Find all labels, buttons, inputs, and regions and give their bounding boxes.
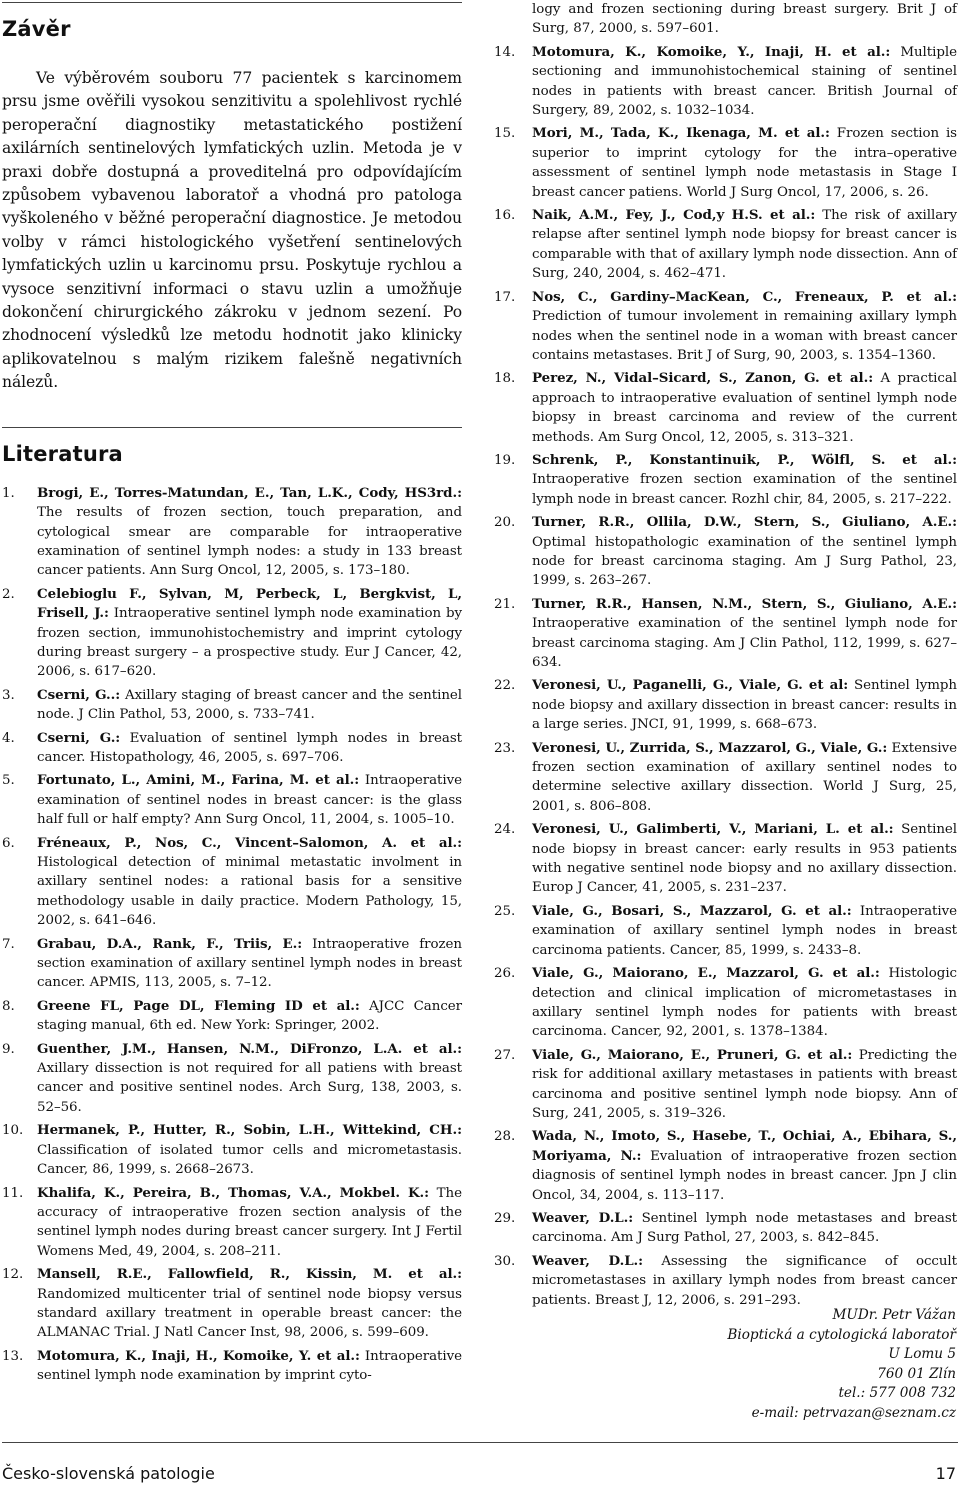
reference-item <box>2 771 462 829</box>
reference-item <box>494 513 957 591</box>
reference-authors: Viale, G., Bosari, S., Mazzarol, G. et al.: <box>532 902 852 919</box>
author-phone: tel.: 577 008 732 <box>838 1385 956 1402</box>
reference-item <box>2 834 462 931</box>
reference-text: Evaluation of intraoperative frozen section diagnosis of sentinel lymph nodes in breast cancer. Jpn J clin Oncol, 34, 2004, s. 113–117. <box>532 1148 957 1203</box>
reference-item <box>2 1347 462 1386</box>
reference-authors: Motomura, K., Inaji, H., Komoike, Y. et al.: <box>37 1347 360 1364</box>
reference-item <box>494 1209 957 1248</box>
reference-authors: Perez, N., Vidal–Sicard, S., Zanon, G. et al.: <box>532 370 874 387</box>
reference-authors: Veronesi, U., Galimberti, V., Mariani, L. et al.: <box>532 821 894 838</box>
reference-text: Assessing the significance of occult micrometastases in axillary lymph nodes from breast cancer patients. Breast J, 12, 2006, s. 291–293. <box>532 1253 957 1308</box>
reference-authors: Turner, R.R., Hansen, N.M., Stern, S., Giuliano, A.E.: <box>532 595 957 612</box>
reference-authors: Greene FL, Page DL, Fleming ID et al.: <box>37 997 360 1014</box>
reference-authors: Mori, M., Tada, K., Ikenaga, M. et al.: <box>532 125 830 142</box>
reference-item <box>494 288 957 366</box>
section-rule <box>2 427 462 428</box>
reference-authors: Cserni, G.: <box>37 729 121 746</box>
reference-authors: Veronesi, U., Zurrida, S., Mazzarol, G., Viale, G.: <box>532 739 888 756</box>
reference-authors: Grabau, D.A., Rank, F., Triis, E.: <box>37 935 303 952</box>
reference-item <box>2 1184 462 1262</box>
reference-item <box>2 1121 462 1179</box>
footer-rule <box>2 1442 958 1443</box>
reference-number: 4. <box>2 730 15 746</box>
reference-text: Intraoperative frozen section examination of the sentinel lymph node in breast cancer. Rozhl chir, 84, 2005, s. 217–222. <box>532 472 957 507</box>
author-email: e-mail: petrvazan@seznam.cz <box>751 1404 956 1421</box>
reference-number: 30. <box>494 1253 516 1269</box>
reference-number: 27. <box>494 1047 516 1063</box>
reference-text: The results of frozen section, touch preparation, and cytological smear are comparable for intraoperative examination of sentinel lymph nodes: a study in 133 breast cancer patients. Ann Surg Oncol, 12, 2005, s. 173–180. <box>37 505 462 579</box>
reference-number: 2. <box>2 586 15 602</box>
reference-authors: Fréneaux, P., Nos, C., Vincent–Salomon, A. et al.: <box>37 834 462 851</box>
author-department: Bioptická a cytologická laboratoř <box>727 1326 956 1343</box>
reference-item <box>494 820 957 898</box>
reference-number: 21. <box>494 596 516 612</box>
reference-number: 29. <box>494 1210 516 1226</box>
reference-number: 25. <box>494 903 516 919</box>
reference-item <box>494 369 957 447</box>
reference-number: 26. <box>494 966 516 982</box>
reference-number: 3. <box>2 687 15 703</box>
reference-item <box>2 997 462 1036</box>
reference-text: Intraoperative frozen section examination of axillary sentinel lymph nodes in breast cancer. APMIS, 113, 2005, s. 7–12. <box>37 936 462 991</box>
reference-number: 5. <box>2 773 15 789</box>
reference-number: 7. <box>2 936 15 952</box>
reference-item <box>2 686 462 725</box>
reference-number: 23. <box>494 740 516 756</box>
right-column <box>494 0 957 1314</box>
reference-text: Extensive frozen section examination of axillary sentinel nodes to determine selective axillary dissection. World J Surg, 25, 2001, s. 806–808. <box>532 740 957 814</box>
reference-authors: Cserni, G..: <box>37 686 121 703</box>
reference-item <box>2 484 462 581</box>
reference-authors: Viale, G., Maiorano, E., Mazzarol, G. et al.: <box>532 965 880 982</box>
reference-text: Intraoperative examination of axillary sentinel lymph nodes in breast carcinoma patients. Cancer, 85, 1999, s. 2433–8. <box>532 903 957 958</box>
reference-authors: Brogi, E., Torres-Matundan, E., Tan, L.K., Cody, HS3rd.: <box>37 484 462 501</box>
reference-authors: Mansell, R.E., Fallowfield, R., Kissin, M. et al.: <box>37 1266 462 1283</box>
reference-item <box>494 964 957 1042</box>
reference-authors: Motomura, K., Komoike, Y., Inaji, H. et al.: <box>532 43 891 60</box>
reference-text: Frozen section is superior to imprint cytology for the intra–operative assessment of sentinel lymph node metastasis in Stage I breast cancer patiens. World J Surg Oncol, 17, 2006, s. 26. <box>532 126 957 200</box>
page-footer <box>0 1442 960 1483</box>
reference-text: Evaluation of sentinel lymph nodes in breast cancer. Histopathology, 46, 2005, s. 697–706. <box>37 730 462 765</box>
reference-number: 19. <box>494 452 516 468</box>
reference-authors: Khalifa, K., Pereira, B., Thomas, V.A., Mokbel. K.: <box>37 1184 430 1201</box>
reference-number: 16. <box>494 208 516 224</box>
top-rule <box>2 2 462 3</box>
reference-text: The risk of axillary relapse after sentinel lymph node biopsy for breast cancer is comparable with that of axillary lymph node dissection. Ann of Surg, 240, 2004, s. 462–471. <box>532 208 957 282</box>
reference-number: 18. <box>494 371 516 387</box>
reference-number: 24. <box>494 822 516 838</box>
conclusion-heading: Závěr <box>2 17 71 41</box>
reference-item <box>2 585 462 682</box>
reference-authors: Celebioglu F., Sylvan, M, Perbeck, L, Bergkvist, L, Frisell, J.: <box>37 585 462 622</box>
reference-number: 22. <box>494 678 516 694</box>
reference-item <box>2 935 462 993</box>
reference-number: 15. <box>494 126 516 142</box>
reference-authors: Guenther, J.M., Hansen, N.M., DiFronzo, L.A. et al.: <box>37 1040 462 1057</box>
reference-number: 6. <box>2 835 15 851</box>
reference-list-left <box>2 484 462 1386</box>
reference-number: 14. <box>494 44 516 60</box>
reference-continuation: logy and frozen sectioning during breast surgery. Brit J of Surg, 87, 2000, s. 597–601. <box>532 2 957 37</box>
reference-text: Histologic detection and clinical implication of micrometastases in axillary sentinel lymph nodes for patients with breast carcinoma. Cancer, 92, 2001, s. 1378–1384. <box>532 966 957 1040</box>
reference-text: Multiple sectioning and immunohistochemical staining of sentinel nodes in patients with breast cancer. British Journal of Surgery, 89, 2002, s. 1032–1034. <box>532 44 957 119</box>
reference-authors: Veronesi, U., Paganelli, G., Viale, G. et al: <box>532 677 849 694</box>
reference-authors: Hermanek, P., Hutter, R., Sobin, L.H., Wittekind, CH.: <box>37 1122 462 1139</box>
reference-text: AJCC Cancer staging manual, 6th ed. New York: Springer, 2002. <box>37 998 462 1034</box>
reference-authors: Weaver, D.L.: <box>532 1209 634 1226</box>
reference-text: Predicting the risk for additional axillary metastases in patients with breast carcinoma and positive sentinel lymph node biopsy. Ann of Surg, 241, 2005, s. 319–326. <box>532 1047 957 1121</box>
reference-item <box>494 451 957 509</box>
reference-number: 20. <box>494 515 516 531</box>
journal-name: Česko-slovenská patologie <box>2 1464 215 1483</box>
reference-text: Histological detection of minimal metastatic involment in axillary sentinel nodes: a rational basis for a sensitive methodology usable in daily practice. Modern Pathology, 15, 2002, s. 641–646. <box>37 855 462 929</box>
reference-authors: Nos, C., Gardiny–MacKean, C., Freneaux, P. et al.: <box>532 288 957 305</box>
reference-item <box>494 43 957 121</box>
reference-text: Axillary dissection is not required for all patiens with breast cancer and positive sentinel nodes. Arch Surg, 138, 2003, s. 52–56. <box>37 1061 462 1115</box>
reference-number: 8. <box>2 998 15 1014</box>
reference-number: 12. <box>2 1267 24 1283</box>
reference-authors: Weaver, D.L.: <box>532 1252 644 1269</box>
left-column <box>2 0 462 1390</box>
reference-item <box>494 206 957 284</box>
reference-number: 11. <box>2 1185 24 1201</box>
reference-item <box>2 1265 462 1343</box>
reference-text: A practical approach to intraoperative evaluation of sentinel lymph node biopsy in breast carcinoma and review of the current methods. Am Surg Oncol, 12, 2005, s. 313–321. <box>532 371 957 445</box>
reference-authors: Turner, R.R., Ollila, D.W., Stern, S., Giuliano, A.E.: <box>532 514 957 531</box>
reference-number: 13. <box>2 1348 24 1364</box>
reference-text: Randomized multicenter trial of sentinel node biopsy versus standard axillary treatment in operable breast cancer: the ALMANAC Trial. J Natl Cancer Inst, 98, 2006, s. 599–609. <box>37 1286 462 1341</box>
reference-item <box>494 124 957 202</box>
reference-text: Intraoperative examination of the sentinel lymph node for breast carcinoma staging. Am J Clin Pathol, 112, 1999, s. 627–634. <box>532 616 957 670</box>
conclusion-text: Ve výběrovém souboru 77 pacientek s karcinomem prsu jsme ověřili vysokou senzitivitu a spolehlivost rychlé peroperační diagnostiky metastatického postižení axilárních sentinelových lymfatických uzlin. Metoda je v praxi dobře dostupná a proveditelná pro odpovídajícím způsobem vybavenou laboratoř a vhodná pro patologa vyškoleného v běžné peroperační diagnostice. Je metodou volby v rámci histologického vyšetření sentinelových lymfatických uzlin u karcinomu prsu. Poskytuje rychlou a vysoce senzitivní informaci o stavu uzlin a umožňuje dokončení chirurgického zákroku v jednom sezení. Po zhodnocení výsledků lze metodu hodnotit jako klinicky aplikovatelnou s malým rizikem falešně negativních nálezů. <box>2 69 462 392</box>
author-city: 760 01 Zlín <box>877 1365 956 1382</box>
reference-text: Sentinel node biopsy in breast cancer: early results in 953 patients with negative sentinel node biopsy and no axillary dissection. Europ J Cancer, 41, 2005, s. 231–237. <box>532 822 957 896</box>
reference-text: Optimal histopathologic examination of the sentinel lymph node for breast carcinoma staging. Am J Surg Pathol, 23, 1999, s. 263–267. <box>532 534 957 589</box>
reference-text: Sentinel lymph node metastases and breast carcinoma. Am J Surg Pathol, 27, 2003, s. 842–845. <box>532 1210 957 1246</box>
reference-authors: Wada, N., Imoto, S., Hasebe, T., Ochiai, A., Ebihara, S., Moriyama, N.: <box>532 1128 957 1164</box>
reference-number: 9. <box>2 1041 15 1057</box>
reference-item <box>2 729 462 768</box>
reference-text: Axillary staging of breast cancer and the sentinel node. J Clin Pathol, 53, 2000, s. 733–741. <box>37 687 463 723</box>
reference-item <box>494 1046 957 1124</box>
reference-authors: Viale, G., Maiorano, E., Pruneri, G. et al.: <box>532 1046 853 1063</box>
reference-text: Intraoperative examination of sentinel nodes in breast cancer: is the glass half full or half empty? Ann Surg Oncol, 11, 2004, s. 1005–10. <box>37 773 462 828</box>
reference-number: 1. <box>2 485 15 501</box>
literature-heading: Literatura <box>2 441 123 466</box>
author-signature <box>727 1306 956 1424</box>
reference-authors: Fortunato, L., Amini, M., Farina, M. et al.: <box>37 772 360 789</box>
reference-number: 28. <box>494 1129 516 1145</box>
reference-item <box>494 1127 957 1205</box>
reference-number: 10. <box>2 1123 24 1139</box>
author-street: U Lomu 5 <box>888 1346 956 1363</box>
reference-list-right <box>494 43 957 1310</box>
page-number: 17 <box>935 1464 956 1483</box>
reference-text: The accuracy of intraoperative frozen section analysis of the sentinel lymph nodes during breast cancer surgery. Int J Fertil Womens Med, 49, 2004, s. 208–211. <box>37 1185 462 1259</box>
reference-item <box>494 739 957 817</box>
author-name: MUDr. Petr Vážan <box>832 1307 956 1323</box>
reference-authors: Naik, A.M., Fey, J., Cod,y H.S. et al.: <box>532 207 816 224</box>
reference-item <box>494 902 957 960</box>
reference-item <box>494 595 957 673</box>
reference-item <box>494 676 957 734</box>
reference-text: Sentinel lymph node biopsy and axillary dissection in breast cancer: results in a large series. JNCI, 91, 1999, s. 668–673. <box>532 678 957 733</box>
reference-authors: Schrenk, P., Konstantinuik, P., Wölfl, S. et al.: <box>532 451 957 468</box>
reference-text: Intraoperative sentinel lymph node examination by frozen section, immunohistochemistry and imprint cytology during breast surgery – a prospective study. Eur J Cancer, 42, 2006, s. 617–620. <box>37 606 462 680</box>
reference-text: Intraoperative sentinel lymph node examination by imprint cyto- <box>37 1348 462 1384</box>
reference-item <box>2 1040 462 1118</box>
reference-item <box>494 1252 957 1310</box>
reference-number: 17. <box>494 289 516 305</box>
reference-text: Classification of isolated tumor cells and micrometastasis. Cancer, 86, 1999, s. 2668–2673. <box>37 1142 462 1178</box>
reference-text: Prediction of tumour involement in remaining axillary lymph nodes when the sentinel node in a woman with breast cancer contains metastases. Brit J of Surg, 90, 2003, s. 1354–1360. <box>532 309 957 363</box>
